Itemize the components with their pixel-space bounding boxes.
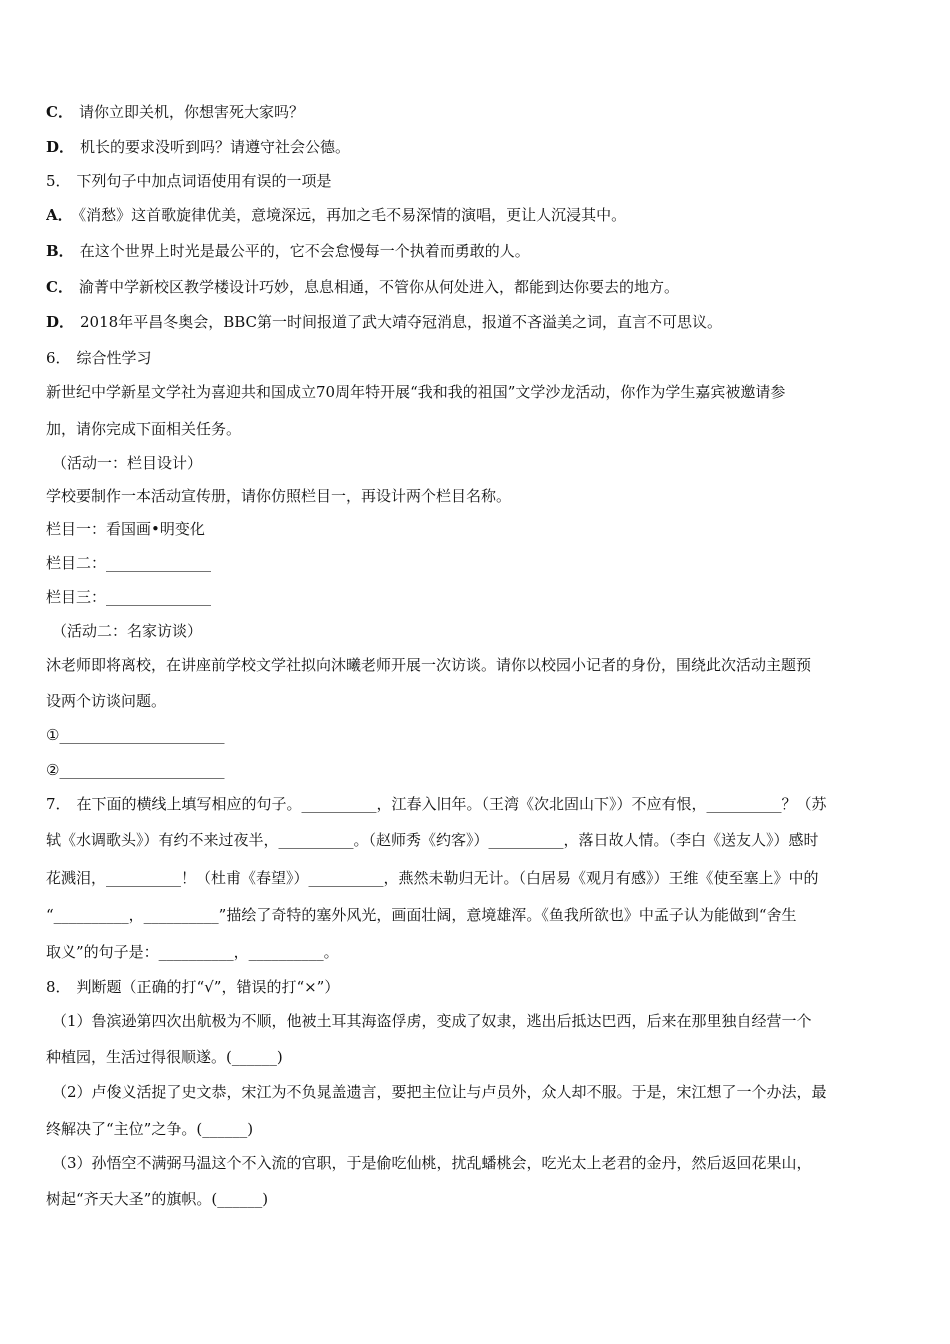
question-number: 8． <box>46 978 71 996</box>
option-letter: B． <box>46 242 74 260</box>
q7-line-4: “__________，__________”描绘了奇特的塞外风光，画面壮阔，意境雄浑。《鱼我所欲也》中孟子认为能做到“舍生 <box>46 906 797 924</box>
q8-item-3-line-1: （3）孙悟空不满弼马温这个不入流的官职，于是偷吃仙桃，扰乱蟠桃会，吃光太上老君的金丹，然后返回花果山， <box>52 1154 812 1172</box>
option-text: 机长的要求没听到吗？请遵守社会公德。 <box>80 138 351 156</box>
q6-activity-2-desc-line-2: 设两个访谈问题。 <box>46 692 167 710</box>
q5-option-c <box>46 277 908 297</box>
q8-item-2-line-1: （2）卢俊义活捉了史文恭，宋江为不负晁盖遗言，要把主位让与卢员外，众人却不服。于是，宋江想了一个办法，最 <box>52 1083 827 1101</box>
question-text: 在下面的横线上填写相应的句子。__________，江春入旧年。（王湾《次北固山下》）不应有恨，__________？（苏 <box>76 795 827 813</box>
option-letter: C． <box>46 278 73 296</box>
option-letter: D． <box>46 138 75 156</box>
option-text: 2018年平昌冬奥会，BBC第一时间报道了武大靖夺冠消息，报道不吝溢美之词，直言不可思议。 <box>80 313 722 331</box>
q6-column-3-blank: 栏目三：______________ <box>46 588 212 606</box>
q8-title <box>46 977 908 997</box>
q6-answer-blank-2: ②______________________ <box>46 761 225 779</box>
q6-intro-line-2: 加，请你完成下面相关任务。 <box>46 420 242 438</box>
q7-line-5: 取义”的句子是：__________，__________。 <box>46 943 339 961</box>
question-number: 6． <box>46 349 71 367</box>
option-text: 《消愁》这首歌旋律优美，意境深远，再加之毛不易深情的演唱，更让人沉浸其中。 <box>78 206 627 224</box>
q6-title <box>46 348 908 368</box>
question-text: 下列句子中加点词语使用有误的一项是 <box>76 172 332 190</box>
option-text: 在这个世界上时光是最公平的，它不会怠慢每一个执着而勇敢的人。 <box>79 242 530 260</box>
q6-answer-blank-1: ①______________________ <box>46 726 225 744</box>
question-number: 7． <box>46 795 71 813</box>
q8-item-2-line-2: 终解决了“主位”之争。(______) <box>46 1120 254 1138</box>
q5-option-a <box>46 205 908 225</box>
q6-activity-2-desc-line-1: 沐老师即将离校，在讲座前学校文学社拟向沐曦老师开展一次访谈。请你以校园小记者的身份，围绕此次活动主题预 <box>46 656 812 674</box>
q7-line-2: 轼《水调歌头》）有约不来过夜半，__________。（赵师秀《约客》）__________，落日故人情。（李白《送友人》）感时 <box>46 831 819 849</box>
q4-option-d <box>46 137 908 157</box>
q7-line-3: 花溅泪，__________！（杜甫《春望》）__________，燕然未勒归无计。（白居易《观月有感》）王维《使至塞上》中的 <box>46 869 819 887</box>
option-letter: D． <box>46 313 75 331</box>
q6-column-2-blank: 栏目二：______________ <box>46 554 212 572</box>
question-text: 判断题（正确的打“√”，错误的打“×”） <box>76 978 340 996</box>
option-letter: C． <box>46 103 73 121</box>
q6-column-1: 栏目一：看国画•明变化 <box>46 520 205 538</box>
q6-intro-line-1: 新世纪中学新星文学社为喜迎共和国成立70周年特开展“我和我的祖国”文学沙龙活动，你作为学生嘉宾被邀请参 <box>46 383 786 401</box>
option-text: 请你立即关机，你想害死大家吗？ <box>78 103 304 121</box>
q6-activity-1-desc: 学校要制作一本活动宣传册，请你仿照栏目一，再设计两个栏目名称。 <box>46 487 512 505</box>
q6-activity-1-title: （活动一：栏目设计） <box>52 454 203 472</box>
q8-item-3-line-2: 树起“齐天大圣”的旗帜。(______) <box>46 1190 269 1208</box>
q5-option-d <box>46 312 908 332</box>
question-number: 5． <box>46 172 71 190</box>
q7-line-1 <box>46 794 908 814</box>
question-text: 综合性学习 <box>76 349 152 367</box>
q6-activity-2-title: （活动二：名家访谈） <box>52 622 203 640</box>
q5-option-b <box>46 241 908 261</box>
q8-item-1-line-1: （1）鲁滨逊第四次出航极为不顺，他被土耳其海盗俘虏，变成了奴隶，逃出后抵达巴西，后来在那里独自经营一个 <box>52 1012 812 1030</box>
option-text: 渝菁中学新校区教学楼设计巧妙，息息相通，不管你从何处进入，都能到达你要去的地方。 <box>78 278 679 296</box>
q5-stem <box>46 171 908 191</box>
option-letter: A． <box>46 206 73 224</box>
q4-option-c <box>46 102 908 122</box>
q8-item-1-line-2: 种植园，生活过得很顺遂。(______) <box>46 1048 283 1066</box>
